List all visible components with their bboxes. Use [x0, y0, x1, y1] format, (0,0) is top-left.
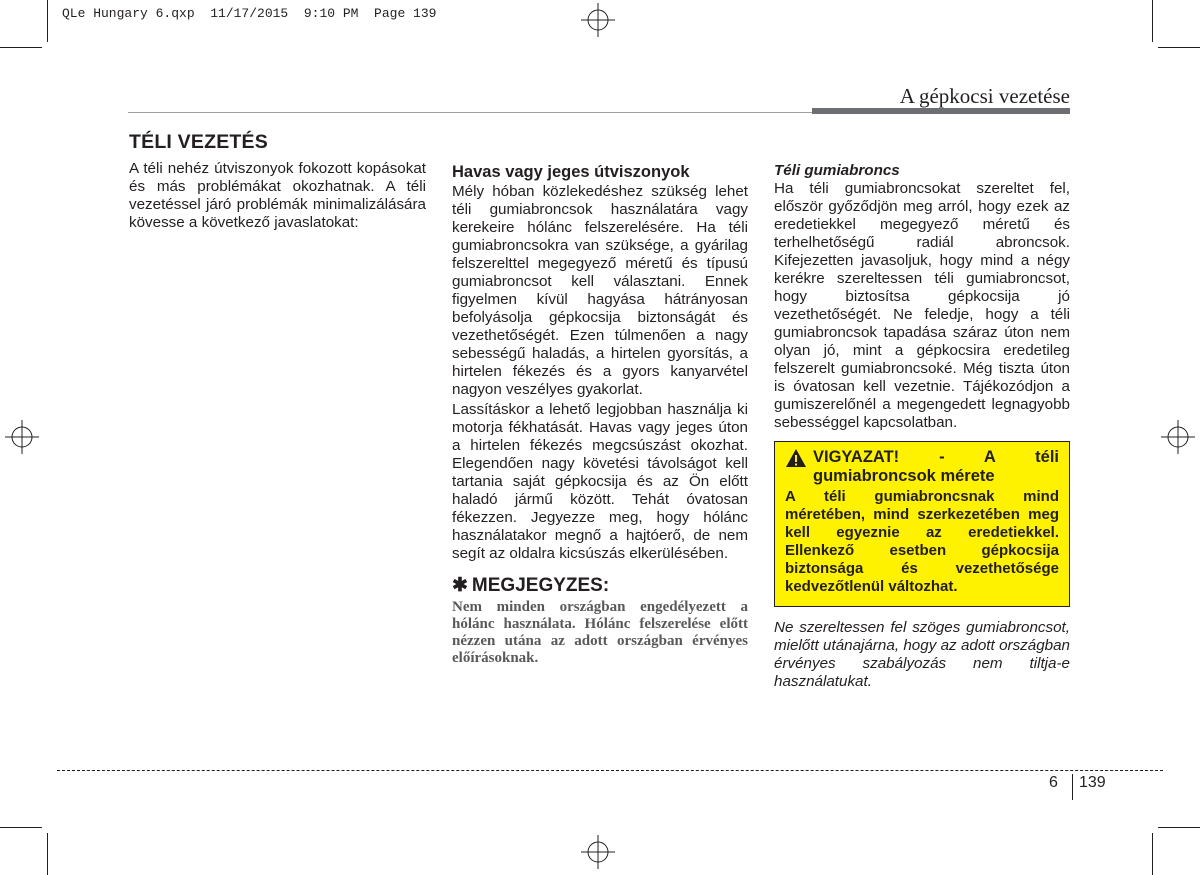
chapter-number: 6 — [1049, 774, 1058, 791]
body-paragraph: Lassításkor a lehető legjobban használja ki motorja fékhatását. Havas vagy jeges úton a hirtelen fékezés megcsúszást okozhat. Elegendően nagy követési távolságot kell tartania saját gépkocsija és az Ön előtt haladó jármű között. Tehát óvatosan fékezzen. Jegyezze meg, hogy hólánc használatakor megnő a hajtóerő, de nem segít az oldalra kicsúszás elkerülésében. — [452, 401, 748, 562]
warning-box — [774, 441, 1070, 607]
italic-note: Ne szereltessen fel szöges gumiabroncsot, mielőtt utánajárna, hogy az adott országban érvényes szabályozás nem tiltja-e használatukat. — [774, 619, 1070, 690]
registration-mark-bottom — [581, 835, 615, 869]
registration-mark-left — [5, 420, 39, 454]
note-label: MEGJEGYZES: — [471, 575, 610, 596]
body-paragraph: Ha téli gumiabroncsokat szereltet fel, először győződjön meg arról, hogy ezek az eredetiekkel megegyező méretű és terhelhetőségű radiál abroncsok. Kifejezetten javasoljuk, hogy mind a négy kerékre szereltessen téli gumiabroncsot, hogy biztosítsa gépkocsija jó vezethetőségét. Ne feledje, hogy a téli gumiabroncsok tapadása száraz úton nem olyan jó, mint a gépkocsira eredetileg felszerelt gumiabroncsoké. Még tiszta úton is óvatosan kell vezetnie. Tájékozódjon a gumiszerelőnél a megengedett legnagyobb sebességgel kapcsolatban. — [774, 180, 1070, 431]
crop-mark-top-right-h — [1158, 47, 1200, 48]
page-number: 139 — [1079, 774, 1106, 791]
crop-mark-bottom-left-h — [0, 827, 42, 828]
note-text: Nem minden országban engedélyezett a hólánc használata. Hólánc felszerelése előtt nézzen utána az adott országban érvényes előírásoknak. — [452, 599, 748, 666]
print-slug: QLe Hungary 6.qxp 11/17/2015 9:10 PM Page 139 — [62, 6, 437, 21]
warning-heading — [785, 448, 1059, 486]
note-heading — [452, 575, 748, 597]
warning-title — [813, 448, 1059, 486]
body-paragraph: Mély hóban közlekedéshez szükség lehet téli gumiabroncsok használatára vagy kerekeire hólánc felszerelésére. Ha téli gumiabroncsokra van szüksége, a gyárilag felszerelttel megegyező méretű és típusú gumiabroncsot kell választani. Ennek figyelmen kívül hagyása hátrányosan befolyásolja gépkocsija biztonságát és vezethetőségét. Ezen túlmenően a nagy sebességű haladás, a hirtelen gyorsítás, a hirtelen fékezés és a gyors kanyarvétel nagyon veszélyes gyakorlat. — [452, 183, 748, 398]
running-head-title: A gépkocsi vezetése — [899, 84, 1070, 108]
registration-mark-top — [581, 3, 615, 37]
column-right — [774, 162, 1070, 693]
crop-mark-bottom-left-v — [47, 833, 48, 875]
column-middle — [452, 162, 748, 667]
warning-label: VIGYAZAT! - — [813, 448, 984, 466]
crop-mark-bottom-right-v — [1152, 833, 1153, 875]
registration-mark-right — [1161, 420, 1195, 454]
warning-topic: A téli gumiabroncsok mérete — [813, 448, 1059, 485]
crop-mark-top-right-v — [1152, 0, 1153, 42]
warning-triangle-icon — [785, 448, 807, 468]
page-number-separator — [1072, 774, 1073, 800]
crop-mark-bottom-right-h — [1158, 827, 1200, 828]
header-rule-bar — [812, 108, 1070, 114]
note-star-icon: ✱ — [452, 575, 468, 596]
intro-paragraph: A téli nehéz útviszonyok fokozott kopásokat és más problémákat okozhatnak. A téli vezetéssel járó problémák minimalizálására kövesse a következő javaslatokat: — [129, 160, 426, 231]
crop-mark-top-left-h — [0, 47, 42, 48]
warning-text: A téli gumiabroncsnak mind méretében, mind szerkezetében meg kell egyeznie az eredetiekkel. Ellenkező esetben gépkocsija biztonsága és vezethetősége kedvezőtlenül változhat. — [785, 488, 1059, 595]
section-heading: TÉLI VEZETÉS — [129, 131, 268, 153]
subsection-heading: Havas vagy jeges útviszonyok — [452, 163, 690, 181]
crop-mark-top-left-v — [47, 0, 48, 42]
column-left — [129, 130, 426, 234]
subsection-heading-italic: Téli gumiabroncs — [774, 162, 900, 179]
footer-dashed-rule — [57, 770, 1163, 771]
